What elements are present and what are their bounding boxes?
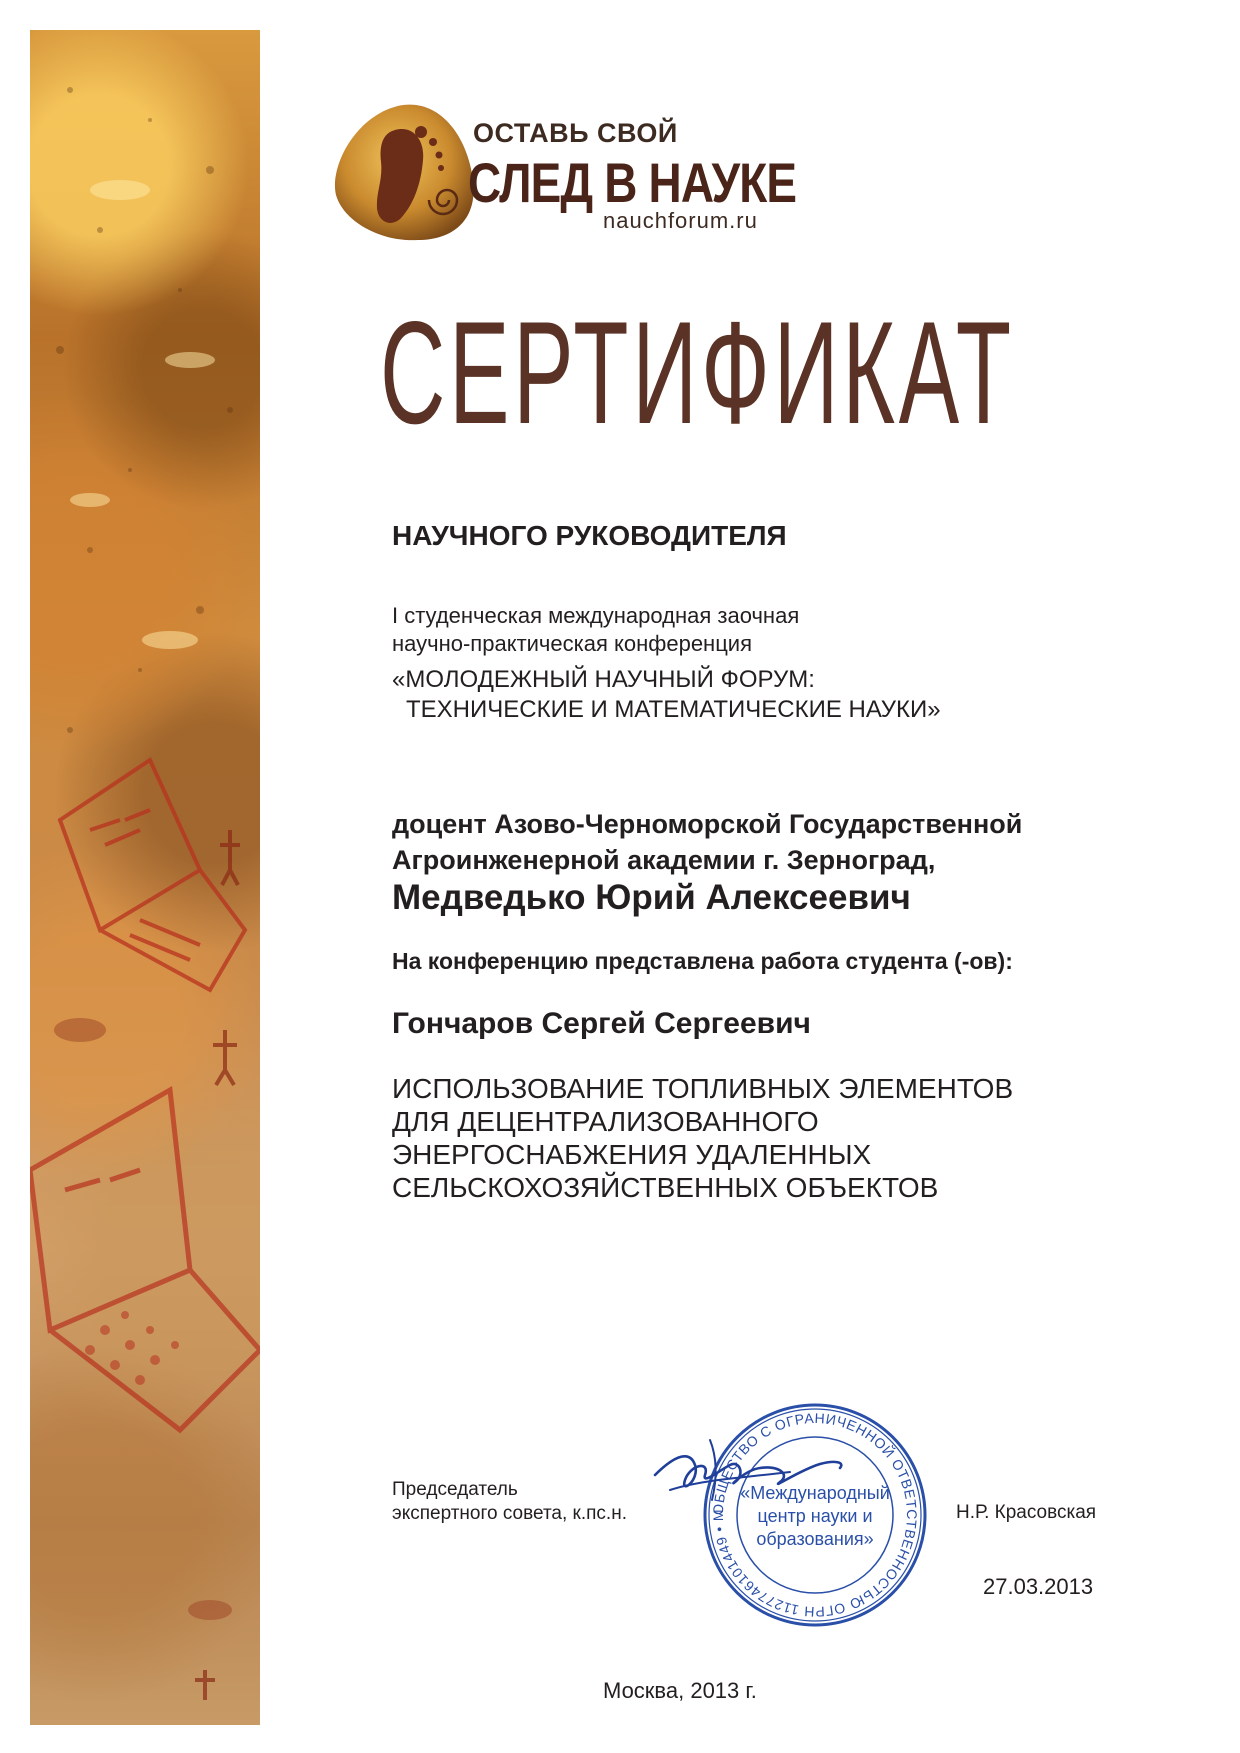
conference-line-1: I студенческая международная заочная <box>392 603 800 628</box>
supervisor-name: Медведько Юрий Алексеевич <box>392 878 911 917</box>
work-title-line: ДЛЯ ДЕЦЕНТРАЛИЗОВАННОГО <box>392 1106 819 1137</box>
issue-date: 27.03.2013 <box>983 1574 1094 1599</box>
logo-tagline: ОСТАВЬ СВОЙ <box>473 118 678 148</box>
supervisor-position <box>392 806 1022 878</box>
work-intro-text: На конференцию представлена работа студента (-ов): <box>392 948 1013 974</box>
stamp-ring-text: ОБЩЕСТВО С ОГРАНИЧЕННОЙ ОТВЕТСТВЕННОСТЬЮ ОГРН 1127746101449 • М <box>709 1409 921 1621</box>
decorative-side-strip <box>30 30 260 1725</box>
signatory-title-line-2: экспертного совета, к.пс.н. <box>392 1503 627 1524</box>
logo <box>333 100 813 250</box>
work-title-line: СЕЛЬСКОХОЗЯЙСТВЕННЫХ ОБЪЕКТОВ <box>392 1172 939 1203</box>
signatory-title-line-1: Председатель <box>392 1479 518 1500</box>
conference-name-line-2: ТЕХНИЧЕСКИЕ И МАТЕМАТИЧЕСКИЕ НАУКИ» <box>406 696 941 723</box>
work-title-line: ИСПОЛЬЗОВАНИЕ ТОПЛИВНЫХ ЭЛЕМЕНТОВ <box>392 1073 1014 1104</box>
conference-name-line-1: «МОЛОДЕЖНЫЙ НАУЧНЫЙ ФОРУМ: <box>392 666 815 693</box>
footprint-logo-icon <box>333 100 483 250</box>
certificate-subtitle: НАУЧНОГО РУКОВОДИТЕЛЯ <box>392 520 787 551</box>
signatory-name: Н.Р. Красовская <box>956 1502 1097 1523</box>
stamp-center-line-3: образования» <box>756 1529 874 1549</box>
issue-place: Москва, 2013 г. <box>603 1678 757 1703</box>
logo-url: nauchforum.ru <box>603 208 758 233</box>
work-title-line: ЭНЕРГОСНАБЖЕНИЯ УДАЛЕННЫХ <box>392 1139 872 1170</box>
work-title <box>392 1072 1013 1204</box>
conference-line-2: научно-практическая конференция <box>392 631 753 656</box>
conference-description <box>392 602 799 658</box>
certificate-title: СЕРТИФИКАТ <box>380 291 1015 454</box>
position-line-1: доцент Азово-Черноморской Государственной <box>392 809 1023 839</box>
stamp-center-line-2: центр науки и <box>757 1506 873 1526</box>
student-name: Гончаров Сергей Сергеевич <box>392 1007 811 1040</box>
position-line-2: Агроинженерной академии г. Зерноград, <box>392 845 936 875</box>
rock-art-illustration <box>30 30 260 1725</box>
conference-name <box>392 665 941 725</box>
logo-brand-name: СЛЕД В НАУКЕ <box>468 151 797 214</box>
handwritten-signature <box>650 1420 850 1530</box>
stamp-center-line-1: «Международный <box>740 1483 890 1503</box>
signatory-title <box>392 1478 627 1526</box>
